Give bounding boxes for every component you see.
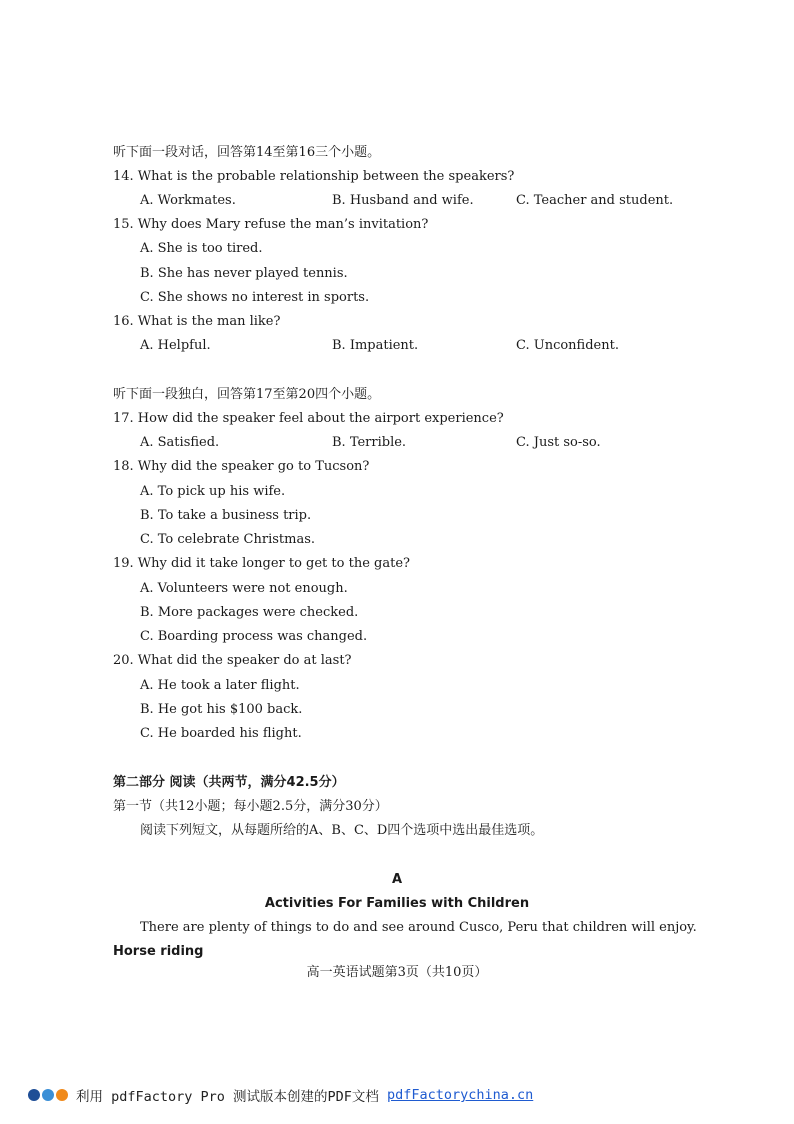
q15-option-a: A. She is too tired. (140, 241, 263, 256)
question-17: 17. How did the speaker feel about the airport experience? (113, 411, 504, 426)
footer-dot-icon (28, 1089, 40, 1101)
q14-option-b: B. Husband and wife. (332, 193, 474, 208)
q17-option-b: B. Terrible. (332, 435, 407, 450)
q16-option-a: A. Helpful. (140, 338, 211, 353)
q15-option-b: B. She has never played tennis. (140, 266, 348, 281)
q18-option-c: C. To celebrate Christmas. (140, 532, 315, 547)
q19-option-b: B. More packages were checked. (140, 605, 359, 620)
pdffactory-footer (28, 1086, 533, 1104)
q15-option-c: C. She shows no interest in sports. (140, 290, 370, 305)
passage-title: Activities For Families with Children (264, 896, 530, 911)
footer-dot-icon (56, 1089, 68, 1101)
footer-text: 利用 pdfFactory Pro 测试版本创建的PDF文档 (76, 1089, 379, 1105)
q20-option-b: B. He got his $100 back. (140, 702, 303, 717)
q18-option-b: B. To take a business trip. (140, 508, 312, 523)
q16-option-b: B. Impatient. (332, 338, 419, 353)
q20-option-c: C. He boarded his flight. (140, 726, 302, 741)
passage-intro: There are plenty of things to do and see around Cusco, Peru that children will enjoy. (140, 920, 697, 935)
question-14: 14. What is the probable relationship between the speakers? (113, 169, 515, 184)
q16-option-c: C. Unconfident. (516, 338, 619, 353)
q18-option-a: A. To pick up his wife. (140, 484, 286, 499)
q20-option-a: A. He took a later flight. (140, 678, 300, 693)
page-number: 高一英语试题第3页（共10页） (306, 965, 488, 980)
q19-option-c: C. Boarding process was changed. (140, 629, 368, 644)
listening-intro-17-20: 听下面一段独白，回答第17至第20四个小题。 (113, 387, 381, 402)
reading-instructions: 阅读下列短文，从每题所给的A、B、C、D四个选项中选出最佳选项。 (140, 823, 544, 838)
footer-dot-icon (42, 1089, 54, 1101)
q14-option-c: C. Teacher and student. (516, 193, 674, 208)
question-15: 15. Why does Mary refuse the man’s invitation? (113, 217, 429, 232)
q17-option-c: C. Just so-so. (516, 435, 601, 450)
question-19: 19. Why did it take longer to get to the gate? (113, 556, 410, 571)
part-two-heading: 第二部分 阅读（共两节，满分42.5分） (113, 775, 345, 790)
q19-option-a: A. Volunteers were not enough. (140, 581, 348, 596)
question-20: 20. What did the speaker do at last? (113, 653, 352, 668)
footer-link[interactable]: pdfFactorychina.cn (386, 1087, 534, 1103)
q14-option-a: A. Workmates. (140, 193, 236, 208)
subheading-horse-riding: Horse riding (113, 944, 204, 959)
question-18: 18. Why did the speaker go to Tucson? (113, 459, 370, 474)
question-16: 16. What is the man like? (113, 314, 281, 329)
passage-letter: A (391, 872, 403, 887)
listening-intro-14-16: 听下面一段对话，回答第14至第16三个小题。 (113, 145, 381, 160)
section-one-heading: 第一节（共12小题；每小题2.5分，满分30分） (113, 799, 388, 814)
q17-option-a: A. Satisfied. (140, 435, 220, 450)
